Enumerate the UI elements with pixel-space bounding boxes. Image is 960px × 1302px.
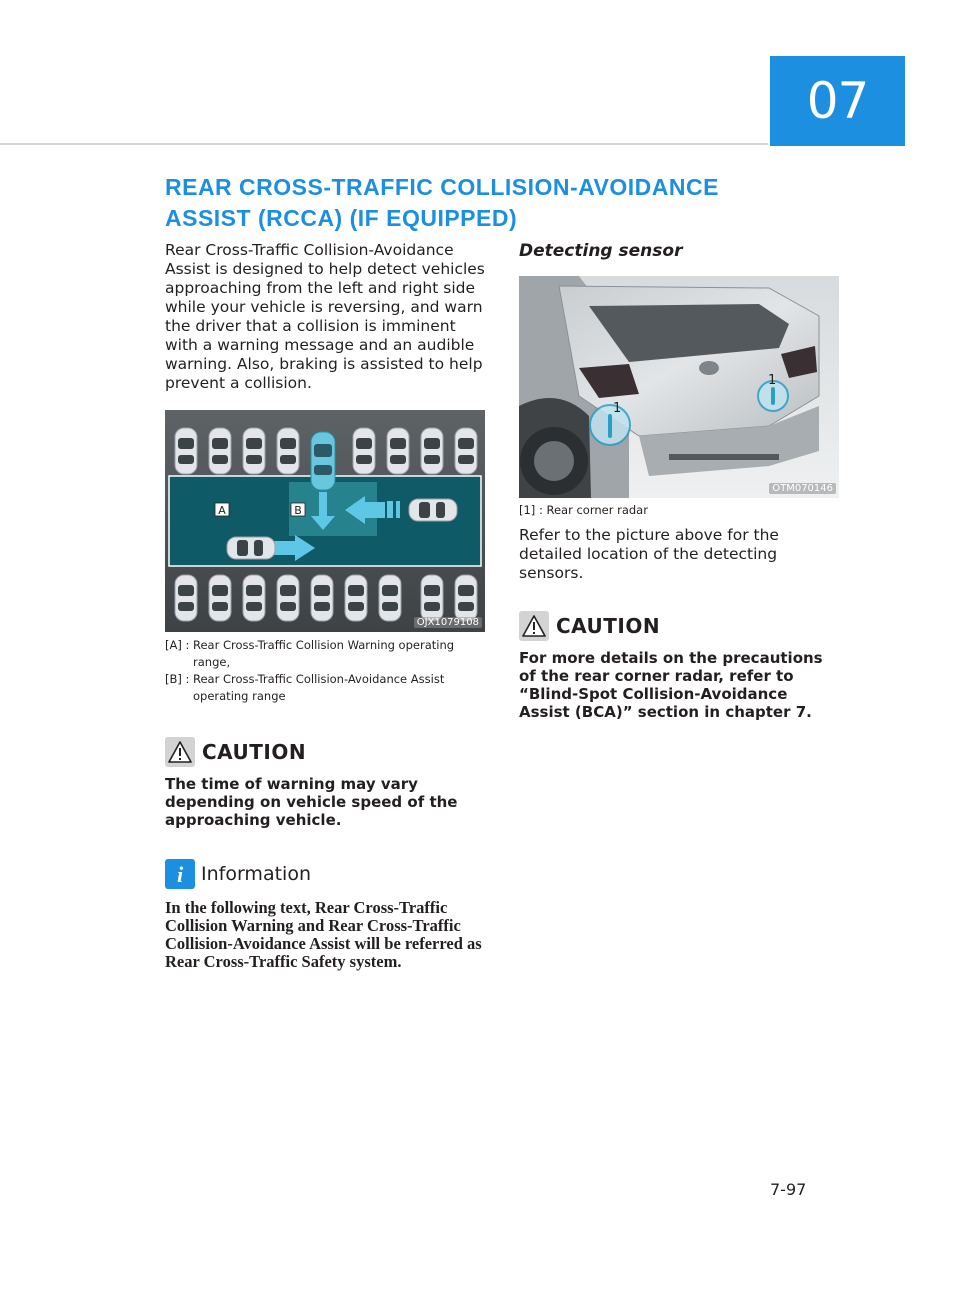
photo-code: OTM070146 — [769, 483, 836, 494]
left-column — [165, 241, 487, 971]
legend-text: Rear Cross-Traffic Collision-Avoidance Assist operating range — [193, 672, 445, 703]
figure-code: OJX1079108 — [414, 617, 482, 628]
sensor-description: Refer to the picture above for the detailed location of the detecting sensors. — [519, 526, 779, 582]
caution-text: The time of warning may vary depending on vehicle speed of the approaching vehicle. — [165, 775, 458, 829]
legend-key: [B] : — [165, 672, 190, 686]
reversing-vehicle — [311, 432, 335, 490]
chapter-number: 07 — [806, 72, 869, 130]
photo-caption: [1] : Rear corner radar — [519, 503, 648, 517]
label-b: B — [294, 504, 302, 517]
radar-label-right: 1 — [768, 373, 777, 388]
caution-heading — [165, 737, 487, 767]
legend-item — [165, 671, 487, 705]
header-rule — [0, 143, 768, 145]
caution-title: CAUTION — [202, 740, 307, 764]
vehicle-rear-illustration — [519, 276, 839, 498]
information-title: Information — [201, 863, 311, 885]
legend-item — [165, 637, 487, 671]
info-icon — [165, 859, 195, 889]
intro-paragraph: Rear Cross-Traffic Collision-Avoidance Assist is designed to help detect vehicles approaching from the left and right side while your vehicle is reversing, and warn the driver that a collision is imminent with a warning message and an audible warning. Also, braking is assisted to help prevent a collision. — [165, 241, 485, 392]
label-a: A — [218, 504, 226, 517]
information-text: In the following text, Rear Cross-Traffic Collision Warning and Rear Cross-Traffic Collision-Avoidance Assist will be referred as Rear Cross-Traffic Safety system. — [165, 898, 482, 971]
legend-text: Rear Cross-Traffic Collision Warning operating range, — [193, 638, 455, 669]
warning-icon — [165, 737, 195, 767]
rcca-diagram — [165, 410, 485, 632]
legend-key: [A] : — [165, 638, 190, 652]
rear-radar-photo — [519, 276, 839, 498]
section-title: REAR CROSS-TRAFFIC COLLISION-AVOIDANCE ASSIST (RCCA) (IF EQUIPPED) — [165, 174, 719, 231]
parking-lot-diagram — [165, 410, 485, 632]
figure-legend — [165, 637, 487, 705]
chapter-tab — [770, 56, 905, 146]
warning-icon — [519, 611, 549, 641]
right-column — [519, 241, 841, 721]
caution-title: CAUTION — [556, 614, 661, 638]
caution-heading — [519, 611, 841, 641]
bottom-parking-row — [175, 575, 477, 621]
page-number: 7-97 — [770, 1180, 807, 1199]
svg-text:i: i — [176, 862, 184, 887]
detecting-sensor-heading: Detecting sensor — [519, 241, 683, 261]
information-heading — [165, 859, 487, 889]
radar-label-left: 1 — [613, 401, 622, 416]
caution-text: For more details on the precautions of the rear corner radar, refer to “Blind-Spot Collision-Avoidance Assist (BCA)” section in chapter 7. — [519, 649, 823, 721]
